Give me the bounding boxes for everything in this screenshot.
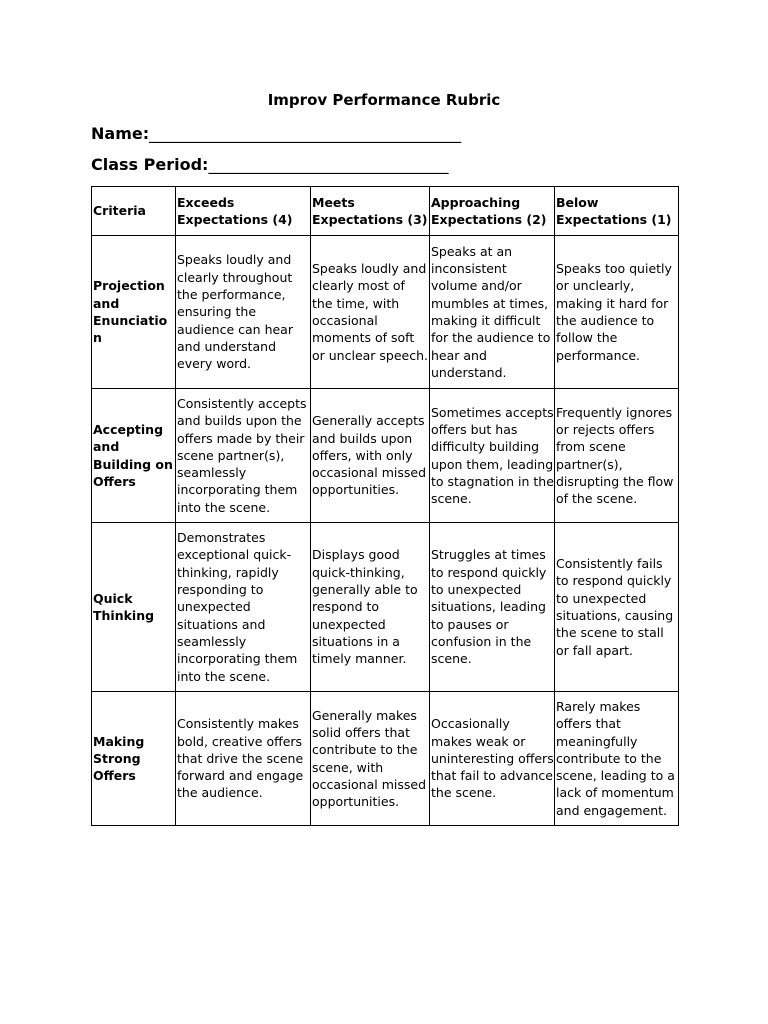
table-cell: Frequently ignores or rejects offers from scene partner(s), disrupting the flow of the scene.: [555, 389, 679, 523]
criterion-cell: Projection and Enunciation: [92, 236, 176, 389]
rubric-table: [91, 186, 679, 826]
table-cell: Consistently makes bold, creative offers that drive the scene forward and engage the audience.: [176, 692, 311, 826]
table-cell: Occasionally makes weak or uninteresting offers that fail to advance the scene.: [430, 692, 555, 826]
table-row: [92, 692, 679, 826]
column-header: Criteria: [92, 187, 176, 236]
page-title: Improv Performance Rubric: [267, 91, 501, 109]
column-header: Below Expectations (1): [555, 187, 679, 236]
table-cell: Displays good quick-thinking, generally able to respond to unexpected situations in a timely manner.: [311, 523, 430, 692]
column-header: Exceeds Expectations (4): [176, 187, 311, 236]
name-label: Name:: [91, 124, 150, 143]
criterion-cell: Accepting and Building on Offers: [92, 389, 176, 523]
table-cell: Consistently fails to respond quickly to unexpected situations, causing the scene to stall or fall apart.: [555, 523, 679, 692]
name-field: [91, 124, 461, 143]
table-cell: Generally accepts and builds upon offers, with only occasional missed opportunities.: [311, 389, 430, 523]
table-cell: Sometimes accepts offers but has difficulty building upon them, leading to stagnation in the scene.: [430, 389, 555, 523]
table-cell: Rarely makes offers that meaningfully contribute to the scene, leading to a lack of momentum and engagement.: [555, 692, 679, 826]
criterion-cell: Quick Thinking: [92, 523, 176, 692]
column-header: Approaching Expectations (2): [430, 187, 555, 236]
table-cell: Demonstrates exceptional quick-thinking, rapidly responding to unexpected situations and seamlessly incorporating them into the scene.: [176, 523, 311, 692]
table-cell: Speaks loudly and clearly throughout the performance, ensuring the audience can hear and understand every word.: [176, 236, 311, 389]
table-cell: Speaks at an inconsistent volume and/or mumbles at times, making it difficult for the audience to hear and understand.: [430, 236, 555, 389]
criterion-cell: Making Strong Offers: [92, 692, 176, 826]
table-header-row: [92, 187, 679, 236]
table-row: [92, 236, 679, 389]
column-header: Meets Expectations (3): [311, 187, 430, 236]
class-period-blank-line: ______________________________: [208, 155, 449, 174]
table-cell: Speaks loudly and clearly most of the time, with occasional moments of soft or unclear speech.: [311, 236, 430, 389]
table-row: [92, 523, 679, 692]
table-cell: Generally makes solid offers that contribute to the scene, with occasional missed opportunities.: [311, 692, 430, 826]
table-cell: Consistently accepts and builds upon the offers made by their scene partner(s), seamlessly incorporating them into the scene.: [176, 389, 311, 523]
class-period-label: Class Period:: [91, 155, 209, 174]
class-period-field: [91, 155, 448, 174]
name-blank-line: _______________________________________: [149, 124, 462, 143]
table-cell: Struggles at times to respond quickly to unexpected situations, leading to pauses or confusion in the scene.: [430, 523, 555, 692]
table-row: [92, 389, 679, 523]
table-cell: Speaks too quietly or unclearly, making it hard for the audience to follow the performance.: [555, 236, 679, 389]
